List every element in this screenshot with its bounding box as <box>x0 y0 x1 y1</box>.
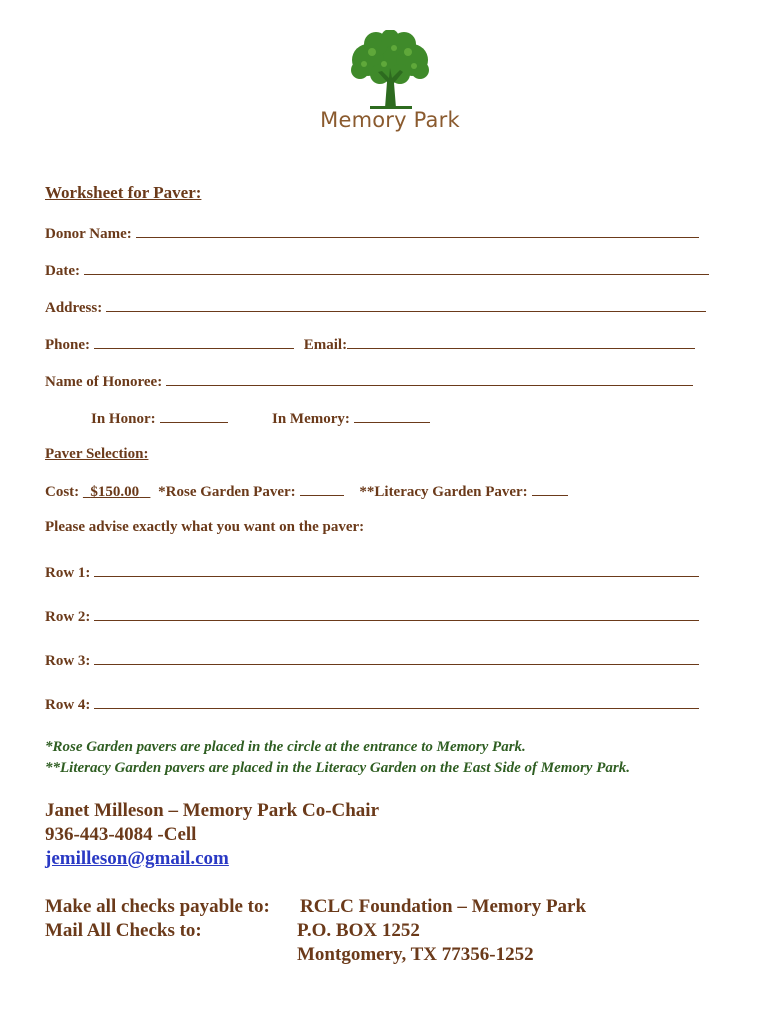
row-1 <box>45 563 699 582</box>
advise-text: Please advise exactly what you want on the paver: <box>45 519 365 535</box>
literacy-note: **Literacy Garden pavers are placed in the Literacy Garden on the East Side of Memory Park. <box>45 760 630 776</box>
payable-value: RCLC Foundation – Memory Park <box>300 896 587 917</box>
phone-email-row <box>45 335 695 354</box>
donor-name-row <box>45 224 699 243</box>
honoree-field[interactable] <box>166 372 693 386</box>
address-field[interactable] <box>106 298 706 312</box>
rose-paver-label: *Rose Garden Paver: <box>158 484 296 500</box>
logo-text: Memory Park <box>320 108 460 132</box>
memory-park-logo <box>310 30 470 142</box>
payable-label: Make all checks payable to: <box>45 896 270 917</box>
contact-phone: 936-443-4084 -Cell <box>45 824 197 845</box>
email-label: Email: <box>303 337 348 353</box>
contact-email-link[interactable]: jemilleson@gmail.com <box>45 848 229 869</box>
honoree-row <box>45 372 693 391</box>
cost-row <box>45 482 568 501</box>
row-2 <box>45 607 699 626</box>
mail-label: Mail All Checks to: <box>45 920 202 941</box>
date-row <box>45 261 709 280</box>
row-1-label: Row 1: <box>45 565 91 581</box>
in-memory-label: In Memory: <box>272 411 350 427</box>
literacy-paver-label: **Literacy Garden Paver: <box>359 484 528 500</box>
literacy-paver-field[interactable] <box>532 482 568 496</box>
mail-address-line2: Montgomery, TX 77356-1252 <box>297 944 534 965</box>
phone-label: Phone: <box>45 337 90 353</box>
worksheet-title: Worksheet for Paver: <box>45 183 202 202</box>
row-4 <box>45 695 699 714</box>
row-2-field[interactable] <box>94 607 699 621</box>
row-4-label: Row 4: <box>45 697 91 713</box>
date-field[interactable] <box>84 261 709 275</box>
address-label: Address: <box>45 300 103 316</box>
contact-name: Janet Milleson – Memory Park Co-Chair <box>45 800 380 821</box>
row-1-field[interactable] <box>94 563 699 577</box>
rose-note: *Rose Garden pavers are placed in the circle at the entrance to Memory Park. <box>45 739 526 755</box>
in-memory-row <box>272 409 430 428</box>
placement-notes <box>45 737 705 779</box>
donor-name-label: Donor Name: <box>45 226 132 242</box>
row-3-label: Row 3: <box>45 653 91 669</box>
email-field[interactable] <box>347 335 695 349</box>
tree-icon <box>310 30 470 110</box>
row-4-field[interactable] <box>94 695 699 709</box>
cost-value: $150.00 <box>90 484 140 500</box>
paver-selection-heading: Paver Selection: <box>45 446 149 462</box>
row-3 <box>45 651 699 670</box>
cost-label: Cost: <box>45 484 80 500</box>
date-label: Date: <box>45 263 80 279</box>
in-honor-row <box>91 409 228 428</box>
address-row <box>45 298 706 317</box>
donor-name-field[interactable] <box>136 224 699 238</box>
row-3-field[interactable] <box>94 651 699 665</box>
row-2-label: Row 2: <box>45 609 91 625</box>
mail-address-line1: P.O. BOX 1252 <box>297 920 420 941</box>
in-honor-label: In Honor: <box>91 411 156 427</box>
phone-field[interactable] <box>94 335 294 349</box>
honoree-label: Name of Honoree: <box>45 374 163 390</box>
in-memory-field[interactable] <box>354 409 430 423</box>
rose-paver-field[interactable] <box>300 482 344 496</box>
in-honor-field[interactable] <box>160 409 228 423</box>
